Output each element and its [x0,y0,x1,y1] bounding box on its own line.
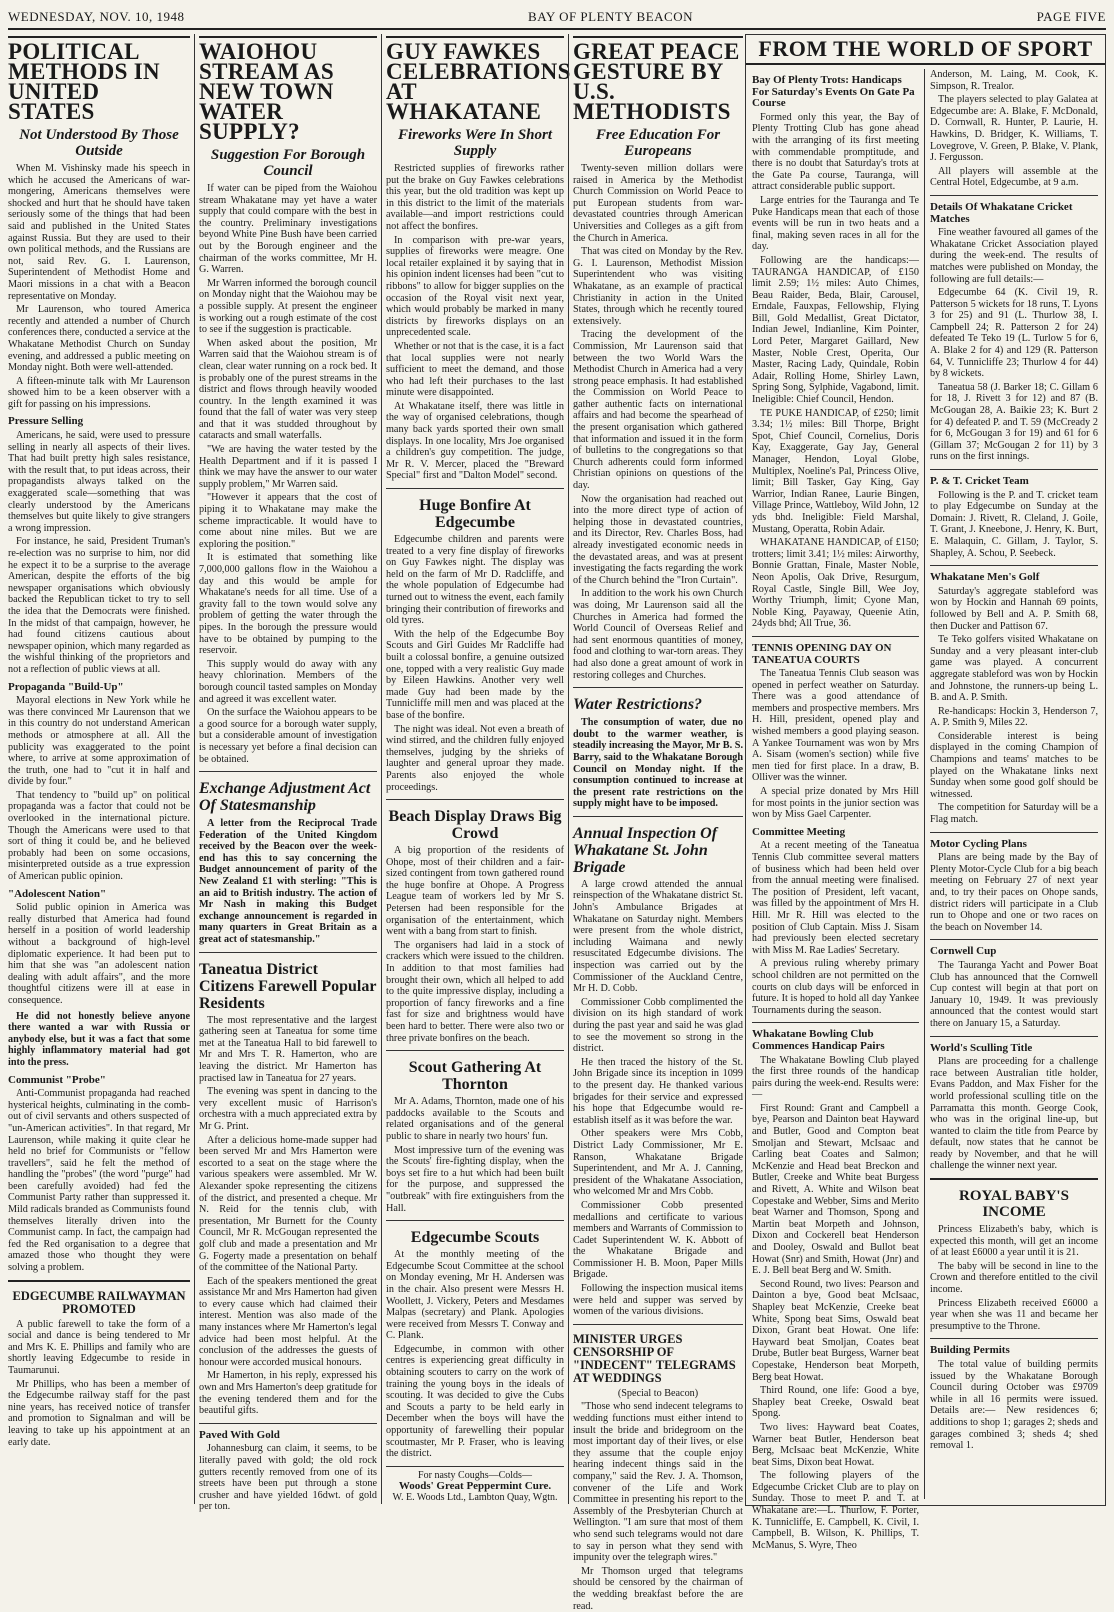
paragraph: If water can be piped from the Waiohou stream Whakatane may yet have a water supply that could compare with the best in the country. Preliminary investigations beyond White Pine Bush have been carried out by the Borough engineer and the chairman of the works committee, Mr H. G. Warren. [199,183,377,276]
paragraph: Re-handicaps: Hockin 3, Henderson 7, A. P. Smith 9, Miles 22. [930,705,1098,729]
article-divider [752,1022,919,1023]
paragraph: Twenty-seven million dollars were raised in America by the Methodist Church Commission on World Peace to put European students from war-devastated countries through American Universities and Colleges as a gift from the Church in America. [573,163,743,244]
subheading: TENNIS OPENING DAY ON TANEATUA COURTS [752,641,892,666]
masthead [8,6,1106,28]
paragraph: Anderson, M. Laing, M. Cook, K. Simpson, R. Trealor. [930,69,1098,92]
article-headline: Huge Bonfire At Edgecumbe [419,497,531,532]
article-divider [573,687,743,688]
paragraph: A previous ruling whereby primary school children are not permitted on the courts on club days will be enforced in future. It is hoped to hold all day Yankee Tournaments during the season. [752,958,919,1016]
paragraph: Edgecumbe children and parents were treated to a very fine display of fireworks on Guy Fawkes night. The display was held on the farm of Mr D. Radcliffe, and the whole population of Edgecumbe had turned out to witness the event, each family bringing their contribution of fireworks and old tyres. [386,534,564,627]
paragraph: Now the organisation had reached out into the more direct type of action of helping those in devastated countries, and its Director, Rev. Charles Boss, had already investigated economic needs in the devastated areas, and was at present investigating the facts regarding the work of the Church behind the "Iron Curtain". [573,493,743,586]
subheading: Paved With Gold [199,1428,280,1441]
paragraph: When asked about the position, Mr Warren said that the Waiohou stream is of clean, clear water running on a rock bed. It is probably one of the purest streams in the district and flows through heavily wooded country. In the length examined it was found that the fall of water was very steep and that it was studded throughout by cataracts and small waterfalls. [199,337,377,442]
sport-column-2 [930,69,1098,1499]
paragraph: Johannesburg can claim, it seems, to be literally paved with gold; the old rock gutters recently removed from one of its streets have been put through a stone crusher and have yielded 16dwt. of gold per ton. [199,1443,377,1513]
subheading: Whakatane Men's Golf [930,571,1040,584]
paragraph: The following players of the Edgecumbe Cricket Club are to play on Sunday. Those to meet P. and T. at Whakatane are:—L. Thurlow, F. Porter, K. Tunnicliffe, E. Campbell, K. Civil, I. Campbell, B. Wilson, K. Phillips, T. McManus, S. Wyre, Theo [752,1470,919,1551]
bold-paragraph: The consumption of water, due no doubt to the warmer weather, is steadily increasing the Mayor, Mr B. S. Barry, said to the Whakatane Borough Council on Monday night. If the consumption continued to increase at the present rate restrictions on the supply might have to be imposed. [573,717,743,810]
paragraph: Fine weather favoured all games of the Whakatane Cricket Association played during the week-end. The results of matches were published on Monday, the following are full details:— [930,227,1098,285]
paragraph: The players selected to play Galatea at Edgecumbe are: A. Blake, F. McDonald, D. Cornwall, R. Hunter, P. Laurie, H. Hawkins, D. Bridger, K. Williams, T. Lovegrove, V. Green, P. Blake, V. Plank, J. Fergusson. [930,94,1098,164]
article-divider [930,1338,1098,1339]
sport-section [745,34,1106,1551]
paragraph: Commissioner Cobb presented medallions and certificate to various members and Warrants of Commission to Cadet Superintendent W. K. Abbott of the Whakatane Brigade and Commissioner H. B. Moon, Paper Mills Brigade. [573,1199,743,1281]
subheading: Pressure Selling [8,415,84,428]
article-headline: Taneatua District Citizens Farewell Popular Residents [199,960,377,1012]
paragraph: Third Round, one life: Good a bye, Shapley beat Creeke, Oswald beat Spong. [752,1385,919,1420]
article-divider [199,771,377,772]
article-headline: EDGECUMBE RAILWAYMAN PROMOTED [12,1288,186,1316]
article-divider [573,1324,743,1325]
column-3 [386,34,571,1504]
paragraph: Following are the handicaps:— TAURANGA HANDICAP, of £150 limit 2.59; 1½ miles: Auto Chimes, Beau Raider, Beda, Blair, Carousel, Erndale, Fauxpas, Fellowship, Flying Bill, Gold Medallist, Great Dictator, Indian Jewel, Indianline, Kim Pointer, Lord Peter, Margaret Gaillard, New Master, Noble Crest, Operita, Our Master, Racing Lady, Quindale, Robin Adair, Rolling Home, Shirley Lawn, Spring Song, Sylphide, Vagabond, limit. Ineligible: Chief Council, Hendon. [752,254,919,406]
column-rule [924,69,925,1499]
ad-product: Woods' Great Peppermint Cure. [398,1479,552,1492]
paragraph: All players will assemble at the Central Hotel, Edgecumbe, at 9 a.m. [930,165,1098,189]
subheading: Building Permits [930,1344,1010,1357]
column-top-rule [199,36,377,38]
bold-paragraph: A letter from the Reciprocal Trade Federation of the United Kingdom received by the Beacon over the week-end has this to say concerning the Budget announcement of parity of the New Zealand £1 with sterling: "This is an aid to British industry. The action of Mr Nash in making this Budget exchange announcement is regarded in many quarters in Great Britain as a great act of statesmanship." [199,818,377,946]
subheading: Details Of Whakatane Cricket Matches [930,200,1073,225]
paragraph: When M. Vishinsky made his speech in which he accused the Americans of war-mongering, Americans themselves were shocked and hurt that he should have taken seriously some of the things that had been said and published in the United States against Russia. But they are used to their own political methods, and the Russians are not, said Rev. G. I. Laurenson, Superintendent of Methodist Home and Maori missions in a chat with a Beacon representative on Monday. [8,163,190,302]
bold-paragraph: He did not honestly believe anyone there wanted a war with Russia or anybody else, but it was a fact that some highly inflammatory material had got into the press. [8,1010,190,1068]
subheading: Communist "Probe" [8,1073,106,1086]
paragraph: The competition for Saturday will be a Flag match. [930,802,1098,826]
headline: POLITICAL METHODS IN UNITED STATES [8,39,160,124]
ad-text: For nasty Coughs—Colds— [418,1469,532,1481]
paragraph: In comparison with pre-war years, supplies of fireworks were meagre. One local retailer explained it by saying that in his opinion indent licenses had been "cut to ribbons" to allow for bigger supplies on the occasion of the Royal visit next year, which would probably be marked in many districts by fireworks displays on an unprecedented scale. [386,234,564,339]
page-number: PAGE FIVE [1036,9,1106,24]
paragraph: Edgecumbe 64 (K. Civil 19, R. Patterson 5 wickets for 18 runs, T. Lyons 3 for 25) and 91 (L. Thurlow 38, I. Campbell 24; R. Patterson 2 for 24) defeated Te Teko 19 (L. Turlow 5 for 6, A. Blake 2 for 4) and 129 (R. Patterson 64, V. Tunnicliffe 23; Thurlow 4 for 44) by 8 wickets. [930,287,1098,380]
paragraph: First Round: Grant and Campbell a bye, Pearson and Dainton beat Hayward and Butler, Good and Compton beat Smoljan and Stewart, McIsaac and Carling beat Coates and Salmon; McKenzie and Head beat Breckon and Butler, Creeke and White beat Burgess and Rivett, A. White and Wilson beat Copestake and Webber, Sims and Merito beat Warner and Thomson, Spong and Martin beat Morpeth and Johnson, Dixon and Cockerell beat Henderson and Dooley, Oswald and Bullot beat Howat (Snr) and Smith, Howat (Jnr) and E. J. Bell beat Berg and W. Smith. [752,1102,919,1277]
paragraph: At Whakatane itself, there was little in the way of organised celebrations, though many back yards sported their own small displays. In one locality, Mrs Joe organised a children's guy competition. The judge, Mr R. V. Mercer, placed the "Breward Special" first and "Dalton Model" second. [386,400,564,482]
masthead-rule [8,28,1106,30]
paragraph: TE PUKE HANDICAP, of £250; limit 3.34; 1½ miles: Bill Thorpe, Bright Spot, Chief Council, Cornelius, Doris Kay, Exaggerate, Gay Jay, General Manager, Hendon, Loyal Globe, Multiplex, Noeline's Pal, Princess Olive, limit; Bill Tasker, Gay King, Gay Warrior, Indian Ranee, Laurie Bingen, Village Prince, Wattleboy, Wild John, 12 yds bhd. Ineligible: Field Marshal, Mustang, Operatta, Robin Adair. [752,407,919,535]
paragraph: The night was ideal. Not even a breath of wind stirred, and the children fully enjoyed themselves, judging by the shrieks of laughter and general uproar they made. Parents also enjoyed the whole proceedings. [386,723,564,793]
paragraph: Following the inspection musical items were held and supper was served by women of the various divisions. [573,1283,743,1318]
subheading: P. & T. Cricket Team [930,475,1029,487]
article-divider [386,1050,564,1051]
paragraph: Each of the speakers mentioned the great assistance Mr and Mrs Hamerton had given to every cause which had claimed their interest. Mention was also made of the many instances where Mr Hamerton's legal advice had been most helpful. At the conclusion of the addresses the guests of honour were accorded musical honours. [199,1275,377,1368]
issue-date: WEDNESDAY, NOV. 10, 1948 [8,9,185,24]
article-divider [752,636,919,637]
subheading: Cornwell Cup [930,945,997,958]
paragraph: The Whakatane Bowling Club played the first three rounds of the handicap pairs during the week-end. Results were:— [752,1054,919,1101]
paragraph: The Tauranga Yacht and Power Boat Club has announced that the Cornwell Cup contest will begin at that port on January 10, 1949. It was previously announced that the contest would start there on January 15, a Saturday. [930,959,1098,1029]
article-divider [930,939,1098,940]
article-divider [930,1036,1098,1037]
article-headline: Exchange Adjustment Act Of Statesmanship [199,780,371,815]
paragraph: This supply would do away with any heavy chlorination. Members of the borough council tasted samples on Monday and agreed it was excellent water. [199,658,377,705]
headline-deck: Not Understood By Those Outside [19,127,179,159]
paragraph: For instance, he said, President Truman's re-election was no surprise to him, nor did he expect it to be a surprise to the average American, despite the efforts of the big newspaper organisations which obviously backed the Republican ticket to try to sell the idea that the Democrats were finished. In the midst of that campaign, however, he had found citizens cautious about newspaper opinion, which many regarded as the wishful thinking of the proprietors and not a reflection of public views at all. [8,536,190,675]
paragraph: Restricted supplies of fireworks rather put the brake on Guy Fawkes celebrations this year, but the old tradition was kept up in this district to the limit of the materials available—and import restrictions could not affect the bonfires. [386,163,564,232]
paragraph: It is estimated that something like 7,000,000 gallons flow in the Waiohou a day and this would be ample for Whakatane's needs for all time. Use of a gravity fall to the town would solve any problem of getting the water through the pipes. In the borough the pressure would have to be obtained by pumping to the reservoir. [199,552,377,657]
article-headline: Water Restrictions? [573,696,703,714]
paragraph: Formed only this year, the Bay of Plenty Trotting Club has gone ahead with the arranging of its first meeting with commendable promptitude, and there is no doubt that Saturday's trots at the Gate Pa course, Tauranga, will attract considerable public support. [752,111,919,193]
subheading: Whakatane Bowling Club Commences Handicap Pairs [752,1028,885,1052]
subheading: Bay Of Plenty Trots: Handicaps For Saturday's Events On Gate Pa Course [752,74,915,110]
byline: (Special to Beacon) [617,1387,699,1399]
paragraph: Following is the P. and T. cricket team to play Edgecumbe on Sunday at the Domain: J. Rivett, R. Cleland, J. Goile, T. Grant, J. Kneebone, J. Henry, K. Burt, E. Malaquin, C. Gillam, J. Taylor, S. Shapley, A. Schou, P. Seebeck. [930,489,1098,559]
paragraph: A public farewell to take the form of a social and dance is being tendered to Mr and Mrs K. E. Phillips and family who are shortly leaving Edgecumbe to reside in Taumarunui. [8,1318,190,1376]
subheading: Motor Cycling Plans [930,837,1027,850]
paragraph: Plans are proceeding for a challenge race between Australian title holder, Evans Paddon, and Max Fisher for the world professional sculling title on the Parramatta this month. George Cook, who was in the original line-up, but wanted to claim the title from Pearce by default, now states that he cannot be ready by November, and that he will challenge the winner next year. [930,1056,1098,1172]
article-divider [573,816,743,817]
paragraph: "Those who send indecent telegrams to wedding functions must either intend to insult the bride and bridegroom on the most important day of their lives, or else they assume that the couple enjoy hearing indecent things said in the company," said the Rev. J. A. Thomson, convener of the Life and Work Committee in presenting his report to the Assembly of the Presbyterian Church at Wellington. "I am sure that most of them who send such telegrams would not dare to say in person what they send with impunity over the telegraph wires." [573,1401,743,1564]
paragraph: Saturday's aggregate stableford was won by Hockin and Hannah 69 points, followed by Bell and A. P. Smith 68, then Ducker and Pattison 67. [930,585,1098,632]
paragraph: Edgecumbe, in common with other centres is experiencing great difficulty in obtaining scouters to carry on the work of training the young boys in the ideals of scouting. It was decided to give the Cubs and Scouts a party to be held early in December when the boys will have the opportunity of farewelling their popular scoutmaster, Mr P. Fraser, who is leaving the district. [386,1343,564,1460]
paragraph: Taneatua 58 (J. Barker 18; C. Gillam 6 for 18, J. Rivett 3 for 12) and 87 (B. McGougan 28, A. Baikie 23; K. Burt 2 for 4) defeated P. and T. 59 (McCready 2 for 6, McGougan 3 for 19) and 61 for 6 (Gillam 37; McGougan 2 for 11) by 3 runs on the first innings. [930,381,1098,463]
column-rule [194,34,195,1504]
article-divider [930,195,1098,196]
paragraph: That was cited on Monday by the Rev. G. I. Laurenson, Methodist Mission Superintendent who was visiting Whakatane, as an example of practical Christianity in action in the United States, through which he recently toured extensively. [573,246,743,327]
paragraph: The total value of building permits issued by the Whakatane Borough Council during October was £9709 while in all 16 permits were issued. Details are:— New residences 6; additions to shop 1; garages 2; sheds and garages combined 3; sheds 4; shed removal 1. [930,1359,1098,1452]
paragraph: He then traced the history of the St. John Brigade since its inception in 1099 to the present day. He thanked various brigades for their service and expressed his hope that Edgecumbe would re-establish itself as it was before the war. [573,1056,743,1126]
paragraph: The organisers had laid in a stock of crackers which were issued to the children. In addition to that most families had brought their own, which all helped to add to the quite impressive display, including a proportion of fancy fireworks and a fine fast for size and brightness would have been hard to better. There were also two or three private bonfires on the beach. [386,939,564,1044]
headline-deck: Free Education For Europeans [595,127,721,159]
article-divider [386,488,564,489]
column-top-rule [573,36,743,38]
article-divider [8,1280,190,1282]
column-1 [8,34,190,1504]
paragraph: Considerable interest is being displayed in the coming Champion of Champions and teams' matches to be played on the Whakatane links next Sunday when some good golf should be witnessed. [930,730,1098,800]
article-headline: Edgecumbe Scouts [410,1229,540,1247]
article-divider [199,952,377,953]
paragraph: After a delicious home-made supper had been served Mr and Mrs Hamerton were escorted to a seat on the stage where the various speakers were assembled. Mr W. Alexander spoke representing the citizens of the district, and presented a cheque. Mr N. Reid for the tennis club, with presentation, Mr Burnett for the County Council, Mr R. McGougan represented the golf club and made a presentation and Mr G. Fogerty made a presentation on behalf of the committee of the National Party. [199,1134,377,1274]
paragraph: Anti-Communist propaganda had reached hysterical heights, culminating in the comb-out of civil servants and others suspected of "un-American activities". In that regard, Mr Laurenson, while making it quite clear he held no brief for Communists or "fellow travellers", said he felt the method of handling the "probes" (the word "purge" had been carefully avoided) had fed the Communist Party rather than suppressed it. Mild radicals branded as Communists found themselves literally driven into the Communist camp. In fact, the campaign had fed the Red organisation to a degree that amazed those who thought they were solving a problem. [8,1088,190,1274]
article-headline: Beach Display Draws Big Crowd [388,808,562,843]
paragraph: "We are having the water tested by the Health Department and if it is passed I think we may have the answer to our water supply problem," Mr Warren said. [199,444,377,490]
sport-columns [746,69,1105,1551]
paragraph: A fifteen-minute talk with Mr Laurenson showed him to be a keen observer with a gift for passing on his impressions. [8,375,190,410]
paragraph: Mr Hamerton, in his reply, expressed his own and Mrs Hamerton's deep gratitude for the evening tendered them and for the beautiful gifts. [199,1370,377,1417]
paragraph: The Taneatua Tennis Club season was opened in perfect weather on Saturday. There was a good attendance of members and prospective members. Mrs H. Hill, president, opened play and wished members a good playing season. A Yankee Tournament was won by Mrs A. Sisam (women's section) while five men tied for first place. In a draw, B. Olliver was the winner. [752,668,919,784]
article-divider [930,565,1098,566]
paragraph: Mr A. Adams, Thornton, made one of his paddocks available to the Scouts and related organisations and of the general public to share in nearly two hours' fun. [386,1096,564,1142]
paragraph: A big proportion of the residents of Ohope, most of their children and a fair-sized contingent from town gathered round the huge bonfire at Ohope. A Progress League team of workers led by Mr S. Petersen had been responsible for the organisation of the entertainment, which went with a bang from start to finish. [386,845,564,938]
paragraph: Two lives: Hayward beat Coates, Warner beat Butler, Henderson beat Berg, McIsaac beat McKenzie, White beat Sims, Dixon beat Howat. [752,1421,919,1468]
paragraph: At the monthly meeting of the Edgecumbe Scout Committee at the school on Monday evening, Mr H. Andersen was in the chair. Also present were Messrs H. Woollett, J. Vickery, Peters and Mesdames Malpas (secretary) and Plank. Apologies were received from Messrs T. Conway and C. Plank. [386,1249,564,1342]
paragraph: Commissioner Cobb complimented the division on its high standard of work during the past year and said he was glad to see the movement so strong in the district. [573,996,743,1055]
subheading: Propaganda "Build-Up" [8,680,124,693]
paragraph: In addition to the work his own Church was doing, Mr Laurenson said all the Churches in America had formed the World Council of Overseas Relief and had sent enormous quantities of money, food and clothing to war-torn areas. They had also done a great amount of work in restoring colleges and Churches. [573,588,743,681]
paragraph: A large crowd attended the annual reinspection of the Whakatane district St. John's Ambulance Brigades at Whakatane on Saturday night. Members were present from the whole district, including Waimana and newly resuscitated Edgecumbe divisions. The inspection was carried out by the Commissioner of the Auckland Centre, Mr H. D. Cobb. [573,878,743,995]
sport-section-title: FROM THE WORLD OF SPORT [746,37,1105,65]
paragraph: The evening was spent in dancing to the very excellent music of Harrison's orchestra with a much appreciated extra by Mr G. Print. [199,1086,377,1132]
article-divider [930,832,1098,833]
headline: GREAT PEACE GESTURE BY U.S. METHODISTS [573,39,740,124]
paragraph: Princess Elizabeth's baby, which is expected this month, will get an income of at least £6000 a year until it is 21. [930,1224,1098,1259]
paragraph: Large entries for the Tauranga and Te Puke Handicaps mean that each of those events will be run in two heats and a final, making seven races in all for the day. [752,194,919,253]
paragraph: Tracing the development of the Commission, Mr Laurenson said that between the two World Wars the Methodist Church in America had a very strong peace emphasis. It had established the Commission on World Peace to gather authentic facts on international affairs and had become the spearhead of the present organisation which gathered that information and issued it in the form of bulletins to the congregations so that Church adherents could form informed Christian opinions on questions of the day. [573,329,743,492]
subheading: Committee Meeting [752,825,846,838]
paragraph: Mayoral elections in New York while he was there convinced Mr Laurenson that we in this country do not understand American methods or atmosphere at all. All the publicity was exaggerated to the point where, to arrive at some approximation of the truth, one had to "cut it in half and divide by four." [8,695,190,788]
paragraph: Mr Warren informed the borough council on Monday night that the Waiohou may be a possible supply. At present the engineer is working out a rough estimate of the cost to see if the suggestion is practicable. [199,277,377,336]
headline: GUY FAWKES CELEBRATIONS AT WHAKATANE [386,39,571,124]
headline-deck: Suggestion For Borough Council [210,147,366,179]
article-divider [930,469,1098,470]
headline: WAIOHOU STREAM AS NEW TOWN WATER SUPPLY? [199,39,334,144]
paragraph: A special prize donated by Mrs Hill for most points in the junior section was won by Miss Gael Carpenter. [752,786,919,821]
advertisement [386,1466,564,1503]
column-4 [573,34,743,1612]
sport-column-1 [752,69,919,1551]
paragraph: Mr Thomson urged that telegrams should be censored by the chairman of the wedding breakfast before the are read. [573,1565,743,1612]
paragraph: At a recent meeting of the Taneatua Tennis Club committee several matters of business which had been held over from the annual meeting were finalised. The position of President, left vacant, was filled by the appointment of Mrs H. Hill. Mr R. Hill was elected to the position of Club Captain. Miss J. Sisam had previously been elected secretary with Miss M. Rae Ladies' Secretary. [752,840,919,956]
article-divider [199,1423,377,1424]
paragraph: On the surface the Waiohou appears to be a good source for a borough water supply, but a considerable amount of investigation is necessary yet before a final decision can be obtained. [199,707,377,765]
paper-name: BAY OF PLENTY BEACON [528,9,693,24]
headline-deck: Fireworks Were In Short Supply [397,127,553,159]
paragraph: With the help of the Edgecumbe Boy Scouts and Girl Guides Mr Radcliffe had built a colossal bonfire, a genuine outsized one, topped with a very realistic Guy made by Eileen Hawkins. Another very well made Guy had been made by the Tunnicliffe mill men and was placed at the base of the bonfire. [386,628,564,721]
paragraph: "However it appears that the cost of piping it to Whakatane may make the scheme impracticable. It would have to come about nine miles. But we are exploring the position." [199,492,377,550]
column-top-rule [386,36,564,38]
column-top-rule [8,36,190,38]
paragraph: Te Teko golfers visited Whakatane on Sunday and a very pleasant inter-club game was played. A concurrent aggregate stableford was won by Hockin and Johnstone, the runners-up being L. B. and A. P. Smith. [930,634,1098,704]
paragraph: Americans, he said, were used to pressure selling in nearly all aspects of their lives. That had built pretty high sales resistance, with the result that, to put ideas across, their propagandists always talked on the exaggerated scale—something that was clearly understood by the Americans themselves but quite likely to give strangers a wrong impression. [8,430,190,534]
article-divider [386,1220,564,1221]
ad-maker: W. E. Woods Ltd., Lambton Quay, Wgtn. [392,1491,558,1503]
paragraph: Most impressive turn of the evening was the Scouts' fire-fighting display, when the boys set fire to a hut which had been built for the purpose, and suppressed the "outbreak" with fire extinguishers from the Hall. [386,1144,564,1214]
paragraph: The most representative and the largest gathering seen at Taneatua for some time met at the Taneatua Hall to bid farewell to Mr and Mrs T. R. Hamerton, who are leaving the district. Mr Hamerton has practised law in Taneatua for 27 years. [199,1014,377,1084]
column-rule [381,34,382,1504]
paragraph: Princess Elizabeth received £6000 a year when she was 11 and became her presumptive to the Throne. [930,1297,1098,1332]
paragraph: Whether or not that is the case, it is a fact that local supplies were not nearly sufficient to meet the demand, and those who had left their purchases to the last minute were disappointed. [386,340,564,399]
columns [8,34,1106,1612]
paragraph: Other speakers were Mrs Cobb, District Lady Commissioner, Mr E. Ranson, Whakatane Brigade Superintendent, and Mr A. J. Canning, president of the Whakatane Association, who welcomed Mr and Mrs Cobb. [573,1128,743,1198]
column-rule [568,34,569,1504]
article-headline: MINISTER URGES CENSORSHIP OF "INDECENT" TELEGRAMS AT WEDDINGS [573,1331,736,1385]
paragraph: Mr Laurenson, who toured America recently and attended a number of Church conferences there, conducted a service at the Whakatane Methodist Church on Sunday evening, and addressed a public meeting on Monday night. Both were well-attended. [8,304,190,374]
paragraph: That tendency to "build up" on political propaganda was a factor that could not be overlooked in the international picture. Though the Americans were used to that sort of thing it could be, and he believed probably had been on some occasions, misinterpreted outside as a true expression of American public opinion. [8,789,190,883]
paragraph: Solid public opinion in America was really disturbed that America had found herself in a position of world leadership without a background of high-level diplomatic experience. It had been put to him that she was "an adolescent nation dealing with adult affairs", and the more thoughtful citizens were ill at ease in consequence. [8,902,190,1006]
paragraph: WHAKATANE HANDICAP, of £150; trotters; limit 3.41; 1½ miles: Airworthy, Bonnie Grattan, Finale, Master Noble, Neon Apolis, Oak Drive, Resurgum, Royal Castle, Single Bill, Wee Joy, Worthy Triumph, limit; Cyone Man, Noble King, Payaway, Queenie Atin, 24yds bhd; All True, 36. [752,537,919,630]
article-headline: Annual Inspection Of Whakatane St. John Brigade [573,824,718,876]
paragraph: Plans are being made by the Bay of Plenty Motor-Cycle Club for a big beach meeting on February 27 of next year and, to try their paces on Ohope sands, district riders will participate in a Club run to Ohope and one or two races on the beach on November 14. [930,852,1098,933]
column-2 [199,34,377,1513]
article-divider [386,799,564,800]
article-headline: Scout Gathering At Thornton [408,1059,542,1094]
paragraph: The baby will be second in line to the Crown and therefore entitled to the civil income. [930,1260,1098,1296]
subheading: "Adolescent Nation" [8,887,107,900]
subheading: World's Sculling Title [930,1041,1033,1054]
article-headline: ROYAL BABY'S INCOME [959,1188,1069,1221]
paragraph: Second Round, two lives: Pearson and Dainton a bye, Good beat McIsaac, Shapley beat McKenzie, Creeke beat White, Spong beat Sims, Oswald beat Dixon, Grant beat Howat. One life: Hayward beat Smoljan, Coates beat Drube, Butler beat Burgess, Warner beat Copestake, Henderson beat Morpeth, Berg beat Howat. [752,1278,919,1383]
article-divider [930,1178,1098,1180]
paragraph: Mr Phillips, who has been a member of the Edgecumbe railway staff for the past nine years, has received notice of transfer and promotion to Signalman and will be leaving to take up his appointment at an early date. [8,1378,190,1448]
